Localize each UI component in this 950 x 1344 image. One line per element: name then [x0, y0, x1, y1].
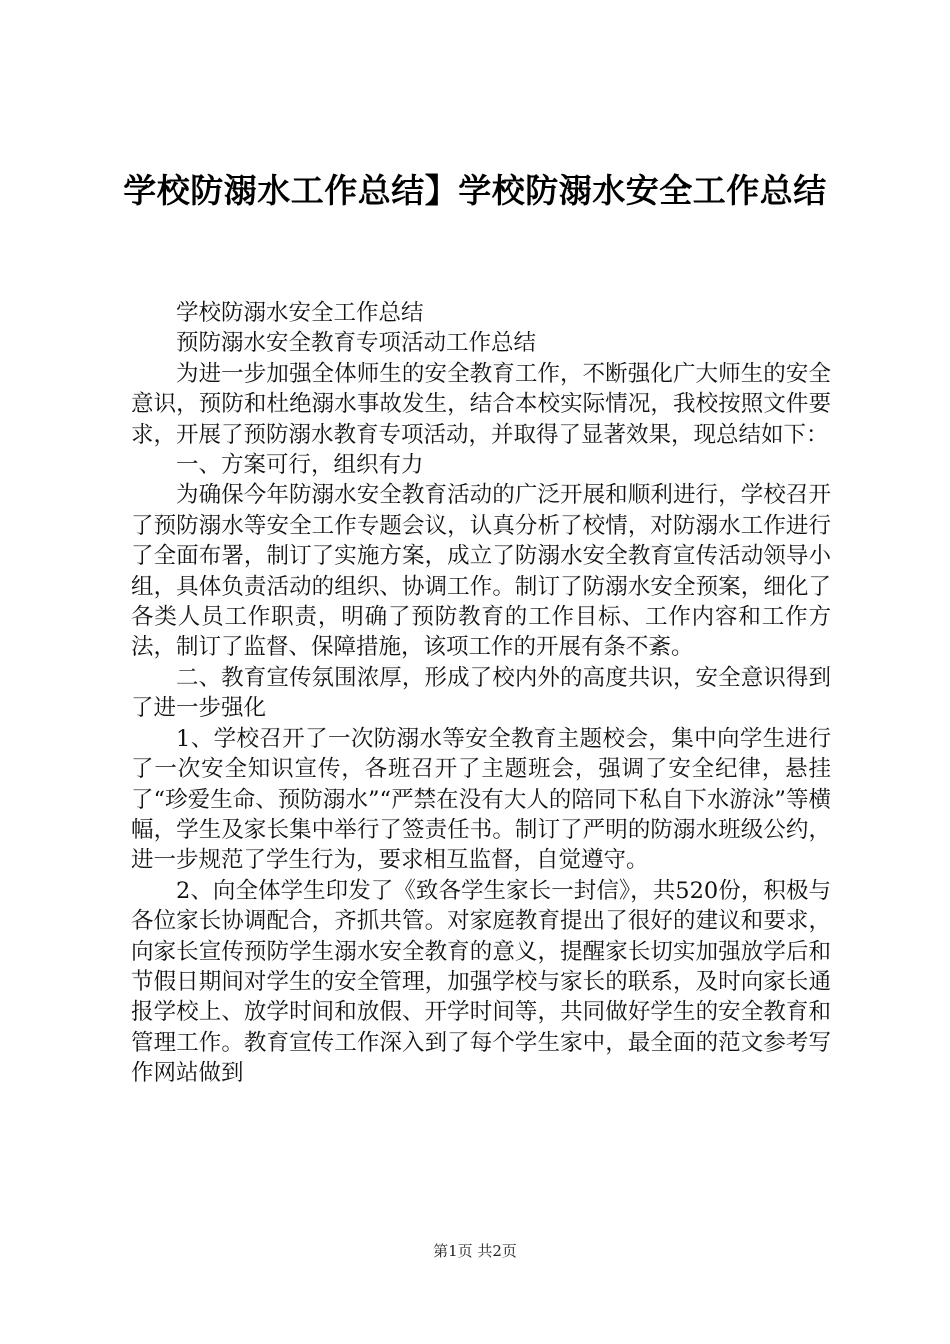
body-paragraph: 预防溺水安全教育专项活动工作总结 — [176, 330, 537, 357]
body-paragraph: 为确保今年防溺水安全教育活动的广泛开展和顺利进行，学校召开了预防溺水等安全工作专题会议，认真分析了校情，对防溺水工作进行了全面布署，制订了实施方案，成立了防溺水安全教育宣传活动领导小组，具体负责活动的组织、协调工作。制订了防溺水安全预案，细化了各类人员工作职责，明确了预防教育的工作目标、工作内容和工作方法，制订了监督、保障措施，该项工作的开展有条不紊。 — [131, 482, 831, 661]
section-heading: 二、教育宣传氛围浓厚，形成了校内外的高度共识，安全意识得到了进一步强化 — [131, 664, 831, 722]
body-paragraph: 1、学校召开了一次防溺水等安全教育主题校会，集中向学生进行了一次安全知识宣传，各班召开了主题班会，强调了安全纪律，悬挂了“珍爱生命、预防溺水”“严禁在没有大人的陪同下私自下水游泳”等横幅，学生及家长集中举行了签责任书。制订了严明的防溺水班级公约，进一步规范了学生行为，要求相互监督，自觉遵守。 — [131, 725, 831, 874]
body-paragraph: 为进一步加强全体师生的安全教育工作，不断强化广大师生的安全意识，预防和杜绝溺水事故发生，结合本校实际情况，我校按照文件要求，开展了预防溺水教育专项活动，并取得了显著效果，现总结如下： — [131, 360, 831, 448]
document-body — [131, 298, 831, 1089]
section-heading: 一、方案可行，组织有力 — [176, 452, 424, 479]
body-paragraph: 学校防溺水安全工作总结 — [176, 300, 424, 326]
body-paragraph: 2、向全体学生印发了《致各学生家长一封信》，共520份，积极与各位家长协调配合，齐抓共管。对家庭教育提出了很好的建议和要求，向家长宣传预防学生溺水安全教育的意义，提醒家长切实加强放学后和节假日期间对学生的安全管理，加强学校与家长的联系，及时向家长通报学校上、放学时间和放假、开学时间等，共同做好学生的安全教育和管理工作。教育宣传工作深入到了每个学生家中，最全面的范文参考写作网站做到 — [131, 877, 831, 1087]
page-footer: 第1页 共2页 — [433, 1242, 517, 1260]
document-title: 学校防溺水工作总结】学校防溺水安全工作总结 — [123, 171, 827, 210]
